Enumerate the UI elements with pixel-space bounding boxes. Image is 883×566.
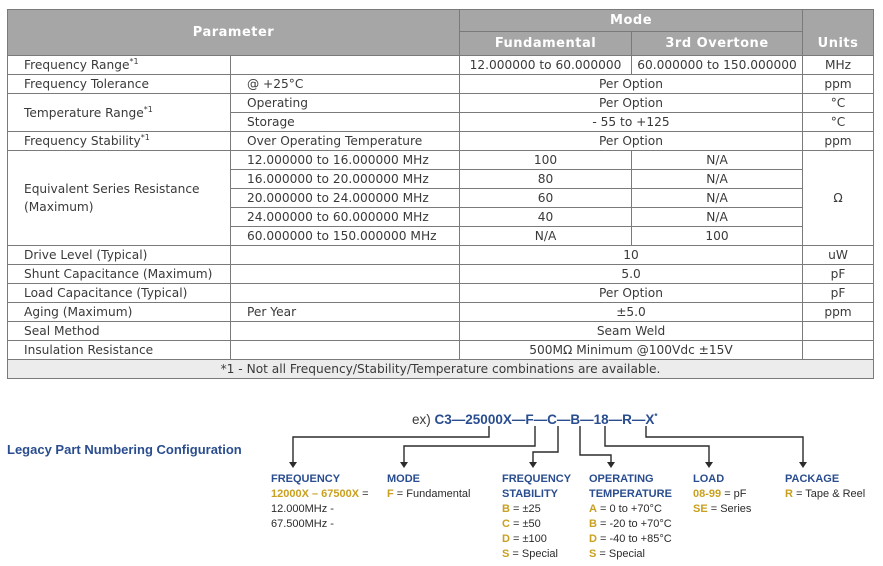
param-label: Insulation Resistance — [8, 341, 231, 360]
arrow-mode — [400, 462, 408, 468]
mode-value: Per Option — [460, 75, 803, 94]
connector-stability — [533, 426, 558, 462]
list-item: D = ±100 — [502, 533, 547, 545]
param-condition: Storage — [231, 113, 460, 132]
unit-value: Ω — [803, 151, 874, 246]
mode-value: Per Option — [460, 284, 803, 303]
list-item: SE = Series — [693, 503, 752, 515]
param-label: Drive Level (Typical) — [8, 246, 231, 265]
mode-desc: = Fundamental — [393, 488, 471, 500]
example-code: C3—25000X—F—C—B—18—R—X — [434, 412, 655, 427]
unit-value: pF — [803, 284, 874, 303]
unit-value: pF — [803, 265, 874, 284]
header-mode: Mode — [460, 10, 803, 32]
fund-value: 40 — [460, 208, 632, 227]
mode-title: MODE — [387, 473, 420, 485]
connector-package — [646, 426, 803, 462]
list-item: A = 0 to +70°C — [589, 503, 662, 515]
param-label: Temperature Range$^{*1}$ — [8, 94, 231, 132]
frequency-line3: 67.500MHz - — [271, 518, 334, 530]
mode-value: Per Option — [460, 94, 803, 113]
fund-value: 12.000000 to 60.000000 — [460, 56, 632, 75]
param-condition: 16.000000 to 20.000000 MHz — [231, 170, 460, 189]
mode-value: 5.0 — [460, 265, 803, 284]
mode-value: 10 — [460, 246, 803, 265]
mode-value: - 55 to +125 — [460, 113, 803, 132]
operating-block — [589, 472, 672, 562]
header-fundamental: Fundamental — [460, 32, 632, 56]
mode-value: ±5.0 — [460, 303, 803, 322]
stability-title-2: STABILITY — [502, 488, 559, 500]
param-label: Frequency Stability$^{*1}$ — [8, 132, 231, 151]
param-label: Aging (Maximum) — [8, 303, 231, 322]
unit-value: ppm — [803, 132, 874, 151]
frequency-block — [271, 472, 369, 532]
package-title: PACKAGE — [785, 473, 840, 485]
load-title: LOAD — [693, 473, 725, 485]
unit-value: ppm — [803, 75, 874, 94]
param-condition: @ +25°C — [231, 75, 460, 94]
param-condition: 20.000000 to 24.000000 MHz — [231, 189, 460, 208]
mode-block — [387, 472, 470, 502]
overtone-value: 100 — [632, 227, 803, 246]
param-label: Frequency Tolerance — [8, 75, 231, 94]
header-units: Units — [803, 10, 874, 56]
mode-value: 500MΩ Minimum @100Vdc ±15V — [460, 341, 803, 360]
arrow-stability — [529, 462, 537, 468]
arrow-operating — [607, 462, 615, 468]
operating-title-2: TEMPERATURE — [589, 488, 672, 500]
param-condition: Per Year — [231, 303, 460, 322]
package-desc: = Tape & Reel — [792, 488, 866, 500]
param-label: Frequency Range$^{*1}$ — [8, 56, 231, 75]
list-item: S = Special — [589, 548, 645, 560]
list-item: B = ±25 — [502, 503, 541, 515]
load-block — [693, 472, 751, 517]
example-prefix: ex) — [412, 412, 431, 427]
param-label: Load Capacitance (Typical) — [8, 284, 231, 303]
param-condition: 12.000000 to 16.000000 MHz — [231, 151, 460, 170]
unit-value: °C — [803, 94, 874, 113]
footnote: *1 - Not all Frequency/Stability/Temperature combinations are available. — [8, 360, 874, 379]
fund-value: 100 — [460, 151, 632, 170]
header-overtone: 3rd Overtone — [632, 32, 803, 56]
fund-value: 60 — [460, 189, 632, 208]
connector-frequency — [293, 426, 489, 462]
mode-value: Seam Weld — [460, 322, 803, 341]
overtone-value: N/A — [632, 208, 803, 227]
list-item: B = -20 to +70°C — [589, 518, 672, 530]
list-item: S = Special — [502, 548, 558, 560]
package-block — [785, 472, 865, 502]
list-item: D = -40 to +85°C — [589, 533, 672, 545]
param-condition: Over Operating Temperature — [231, 132, 460, 151]
legacy-title: Legacy Part Numbering Configuration — [7, 442, 242, 457]
param-condition: 60.000000 to 150.000000 MHz — [231, 227, 460, 246]
example-star: * — [654, 412, 658, 421]
frequency-title: FREQUENCY — [271, 473, 341, 485]
overtone-value: N/A — [632, 189, 803, 208]
connector-mode — [404, 426, 535, 462]
unit-value: °C — [803, 113, 874, 132]
unit-value: ppm — [803, 303, 874, 322]
list-item: C = ±50 — [502, 518, 541, 530]
frequency-eq: = — [359, 488, 369, 500]
connector-load — [605, 426, 709, 462]
param-label: Seal Method — [8, 322, 231, 341]
mode-code: F — [387, 488, 394, 500]
param-label: Shunt Capacitance (Maximum) — [8, 265, 231, 284]
frequency-code: 12000X – 67500X — [271, 488, 360, 500]
stability-block — [502, 472, 571, 562]
arrow-frequency — [289, 462, 297, 468]
overtone-value: 60.000000 to 150.000000 — [632, 56, 803, 75]
overtone-value: N/A — [632, 151, 803, 170]
header-parameter: Parameter — [8, 10, 460, 56]
param-condition: Operating — [231, 94, 460, 113]
fund-value: N/A — [460, 227, 632, 246]
fund-value: 80 — [460, 170, 632, 189]
mode-value: Per Option — [460, 132, 803, 151]
stability-title: FREQUENCY — [502, 473, 572, 485]
unit-value: MHz — [803, 56, 874, 75]
frequency-line2: 12.000MHz - — [271, 503, 334, 515]
list-item: 08-99 = pF — [693, 488, 747, 500]
param-condition: 24.000000 to 60.000000 MHz — [231, 208, 460, 227]
overtone-value: N/A — [632, 170, 803, 189]
operating-title: OPERATING — [589, 473, 654, 485]
arrow-load — [705, 462, 713, 468]
unit-value: uW — [803, 246, 874, 265]
connector-operating — [580, 426, 611, 462]
arrow-package — [799, 462, 807, 468]
package-code: R — [785, 488, 793, 500]
param-label: Equivalent Series Resistance (Maximum) — [8, 151, 231, 246]
